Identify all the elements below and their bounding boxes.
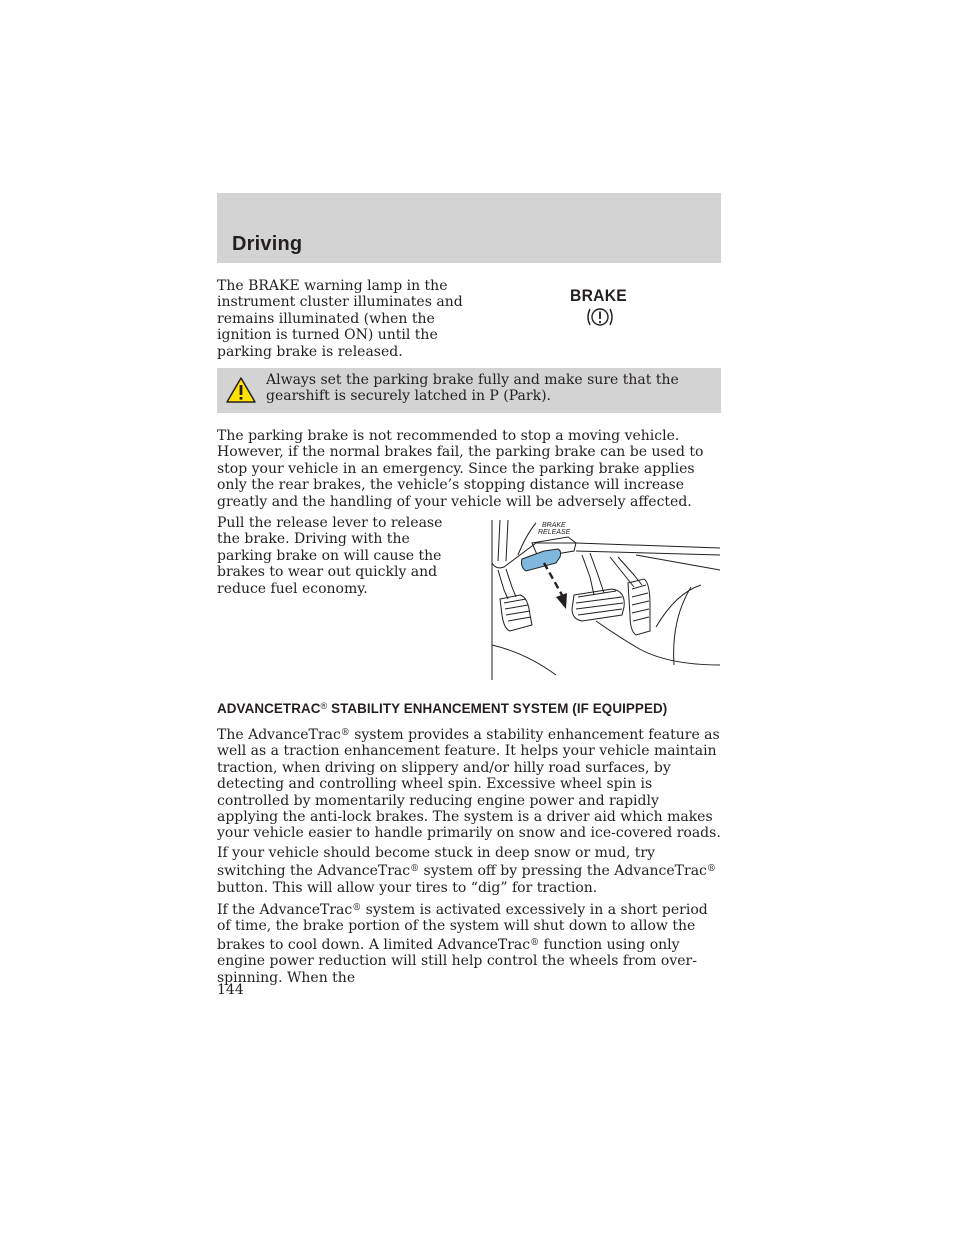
text-run: If your vehicle should become stuck in deep snow or mud, try switching the AdvanceTrac: [217, 845, 655, 880]
trademark-symbol: ®: [530, 937, 540, 948]
release-lever-paragraph: Pull the release lever to release the brake. Driving with the parking brake on will cause the brakes to wear out quickly and reduce fuel economy.: [217, 515, 443, 597]
warning-text: Always set the parking brake fully and make sure that the gearshift is securely latched in P (Park).: [266, 372, 679, 405]
trademark-symbol: ®: [410, 864, 420, 875]
advancetrac-overuse-paragraph: [217, 900, 723, 986]
text-run: system provides a stability enhancement feature as well as a traction enhancement feature. It helps your vehicle maintain traction, when driving on slippery and/or hilly road surfaces, by detecting and controlling wheel spin. Excessive wheel spin is controlled by momentarily reducing engine power and rapidly applying the anti-lock brakes. The system is a driver aid which makes your vehicle easier to handle primarily on snow and ice-covered roads.: [217, 727, 721, 842]
page-title: Driving: [232, 233, 303, 255]
intro-paragraph: The BRAKE warning lamp in the instrument cluster illuminates and remains illuminated (when the ignition is turned ON) until the parking brake is released.: [217, 278, 463, 360]
heading-prefix: ADVANCETRAC: [217, 701, 321, 716]
brake-lamp-label: BRAKE: [570, 286, 627, 305]
advancetrac-description-paragraph: [217, 725, 723, 842]
trademark-symbol: ®: [706, 864, 716, 875]
text-run: system off by pressing the AdvanceTrac: [419, 863, 707, 880]
text-run: If the AdvanceTrac: [217, 902, 353, 918]
warning-box: [217, 368, 721, 413]
trademark-symbol: ®: [340, 728, 350, 738]
section-header: [217, 193, 721, 263]
brake-release-label-line1: BRAKE: [542, 522, 566, 529]
brake-symbol-icon: [585, 306, 615, 328]
text-run: button. This will allow your tires to “dig” for traction.: [217, 879, 598, 896]
trademark-symbol: ®: [320, 701, 328, 711]
advancetrac-stuck-paragraph: [217, 845, 723, 896]
page-number: 144: [217, 982, 244, 998]
brake-release-illustration: [486, 515, 722, 680]
brake-warning-icon: [570, 286, 630, 330]
brake-release-handle: [522, 549, 561, 571]
text-run: function using only engine power reduction will still help control the wheels from over-spinning. When the: [217, 936, 697, 986]
text-run: system is activated excessively in a short period of time, the brake portion of the system will shut down to allow the brakes to cool down. A limited AdvanceTrac: [217, 902, 708, 953]
trademark-symbol: ®: [352, 903, 362, 913]
brake-release-label-line2: RELEASE: [538, 529, 571, 536]
text-run: The AdvanceTrac: [217, 727, 341, 743]
advancetrac-heading: [217, 701, 667, 716]
parking-brake-paragraph: The parking brake is not recommended to stop a moving vehicle. However, if the normal brakes fail, the parking brake can be used to stop your vehicle in an emergency. Since the parking brake applies only the rear brakes, the vehicle’s stopping distance will increase greatly and the handling of your vehicle will be adversely affected.: [217, 428, 704, 510]
heading-suffix: STABILITY ENHANCEMENT SYSTEM (IF EQUIPPED): [327, 701, 668, 716]
warning-triangle-icon: [225, 376, 257, 404]
